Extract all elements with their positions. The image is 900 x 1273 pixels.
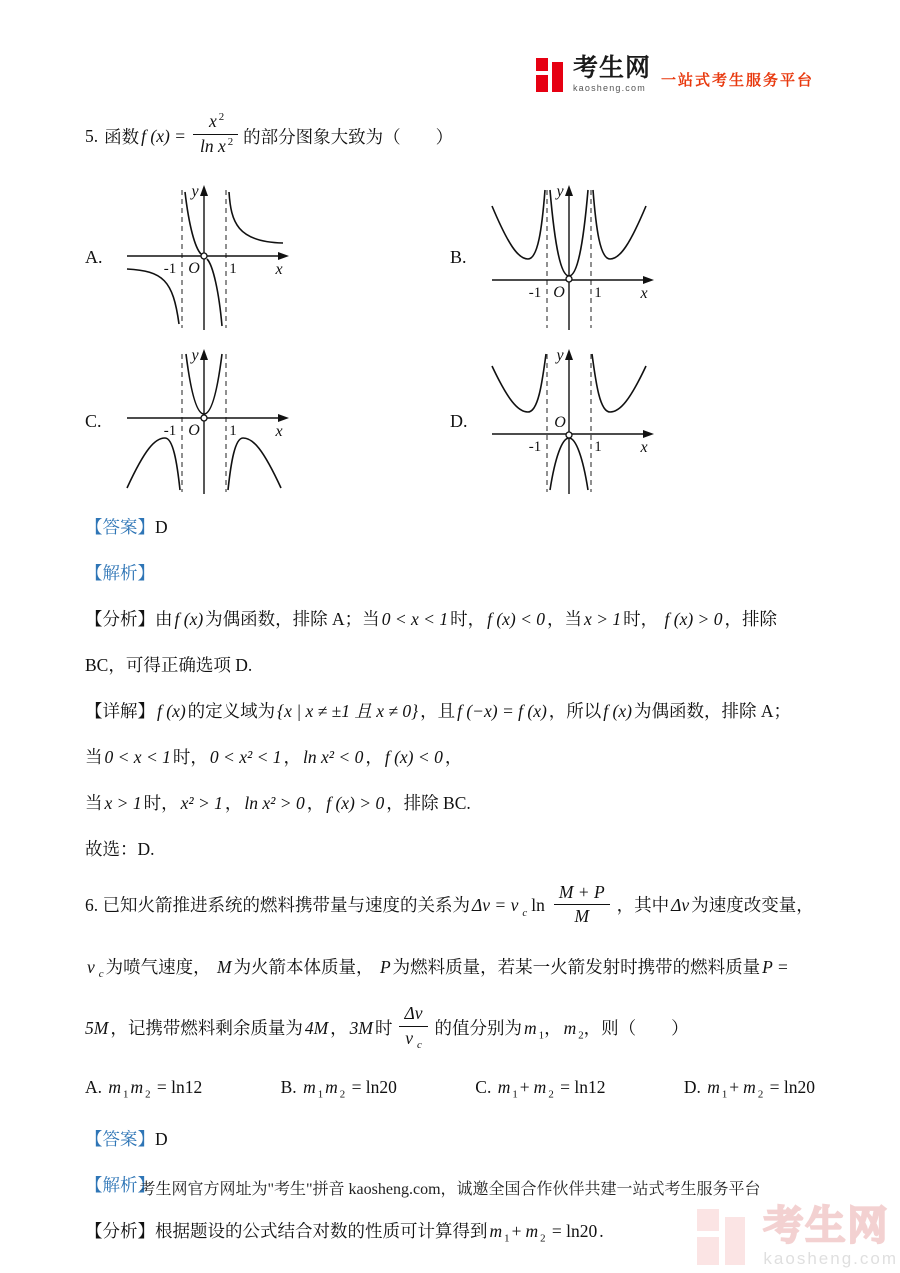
q6-option-c: C. m $_1$ + m $_2$ = ln12 (475, 1076, 606, 1100)
tick-pos1: 1 (594, 285, 602, 301)
logo-tagline: 一站式考生服务平台 (660, 72, 814, 89)
graph-c-figure (119, 346, 291, 496)
origin-label: O (553, 284, 565, 301)
question-5-stem (85, 104, 821, 168)
tick-pos1: 1 (594, 439, 602, 455)
axis-x-label: x (275, 261, 283, 278)
q5-fraction: $\frac{x ^2}{\ln x ^2}$ (193, 111, 238, 158)
q6-fraction-2: $\frac{\Delta v}{v _c}$ (397, 1003, 429, 1053)
tick-pos1: 1 (229, 261, 237, 277)
answer-label: 【答案】 (85, 517, 155, 537)
option-b-label: B. (450, 246, 467, 267)
graph-row-2 (85, 346, 821, 496)
axis-x-label: x (640, 439, 648, 456)
q5-tail: 的部分图象大致为（ ） (243, 126, 454, 147)
tick-neg1: -1 (163, 423, 177, 439)
axis-y-label: y (556, 183, 564, 200)
q5-detail: 【详解】 f (x) 的定义域为 {x | x ≠ ±1 且 x ≠ 0} ，且 f (−x) = f (x) ，所以 f (x) 为偶函数，排除 A； (85, 701, 791, 721)
q6-stem-part2: ，其中 Δv 为速度改变量， v $_c$ 为喷气速度， M 为火箭本体质量， P 为燃料质量，若某一火箭发射时携带的燃料质量 P = 5M ，记携带燃料剩余质量为 4M ， 3M 时 (85, 895, 814, 1038)
option-b-cell (450, 182, 815, 332)
q6-stem-part3: 的值分别为 m $_1$， m $_2$，则（ ） (434, 1018, 689, 1042)
graph-d-figure (484, 346, 656, 496)
option-d-cell (450, 346, 815, 496)
origin-label: O (188, 260, 200, 277)
axis-x-label: x (640, 285, 648, 302)
tick-neg1: -1 (163, 261, 177, 277)
axis-y-label: y (191, 347, 199, 364)
option-d-label: D. (450, 410, 468, 431)
option-a-label: A. (85, 246, 103, 267)
watermark (697, 1206, 898, 1267)
q6-option-a: A. m $_1$ m $_2$ = ln12 (85, 1076, 203, 1100)
q5-analysis: 【分析】由 f (x) 为偶函数，排除 A；当 0 < x < 1 时， f (x) < 0 ，当 x > 1 时， f (x) > 0 ，排除 BC，可得正确选项 D. (85, 609, 777, 675)
site-logo (536, 56, 814, 93)
q6-stem-part1: 6. 已知火箭推进系统的燃料携带量与速度的关系为 Δv = v $_c$ ln (85, 895, 545, 919)
tick-neg1: -1 (528, 285, 542, 301)
watermark-domain: kaosheng.com (763, 1249, 898, 1268)
kaosheng-logo-icon (536, 58, 566, 92)
explain-label: 【解析】 (85, 1175, 155, 1195)
axis-y-label: y (556, 347, 564, 364)
q5-step1: 当 0 < x < 1 时， 0 < x² < 1 ， ln x² < 0 ， f (x) < 0 ， (85, 747, 463, 767)
document-body (85, 104, 821, 1262)
answer-label: 【答案】 (85, 1129, 155, 1149)
question-6-stem (85, 878, 821, 1063)
graph-a-figure (119, 182, 291, 332)
watermark-brand: 考生网 (763, 1204, 890, 1248)
q6-options-row (85, 1065, 821, 1117)
logo-brand-name: 考生网 (572, 54, 651, 82)
q5-step2: 当 x > 1 时， x² > 1 ， ln x² > 0 ， f (x) > 0 ，排除 BC. (85, 793, 471, 813)
axis-y-label: y (191, 183, 199, 200)
q6-fraction-1: $\frac{M + P}{M}$ (552, 882, 612, 929)
q6-analysis: 【分析】根据题设的公式结合对数的性质可计算得到 m $_1$ + m $_2$ = ln20 . (85, 1221, 604, 1245)
watermark-logo-icon (697, 1209, 753, 1265)
q6-answer-line (85, 1116, 821, 1162)
tick-pos1: 1 (229, 423, 237, 439)
q5-conclusion: 故选：D. (85, 839, 155, 859)
footer-note: 考生网官方网址为"考生"拼音 kaosheng.com，诚邀全国合作伙伴共建一站式考生服务平台 (139, 1181, 761, 1198)
q5-explain-line (85, 550, 821, 596)
q5-function-lhs: f (x) = (141, 125, 186, 146)
axis-x-label: x (275, 423, 283, 440)
origin-label: O (188, 422, 200, 439)
explain-label: 【解析】 (85, 563, 155, 583)
q5-answer-value: D (155, 517, 168, 537)
tick-neg1: -1 (528, 439, 542, 455)
option-c-label: C. (85, 410, 102, 431)
q5-answer-line (85, 504, 821, 550)
graph-row-1 (85, 182, 821, 332)
q6-option-d: D. m $_1$ + m $_2$ = ln20 (683, 1076, 815, 1100)
origin-label: O (554, 414, 566, 431)
option-c-cell (85, 346, 450, 496)
logo-domain: kaosheng.com (572, 83, 646, 93)
q5-number: 5. (85, 125, 99, 146)
q6-option-b: B. m $_1$ m $_2$ = ln20 (280, 1076, 397, 1100)
q6-answer-value: D (155, 1129, 168, 1149)
graph-b-figure (484, 182, 656, 332)
option-a-cell (85, 182, 450, 332)
q5-lead: 函数 (104, 126, 140, 147)
